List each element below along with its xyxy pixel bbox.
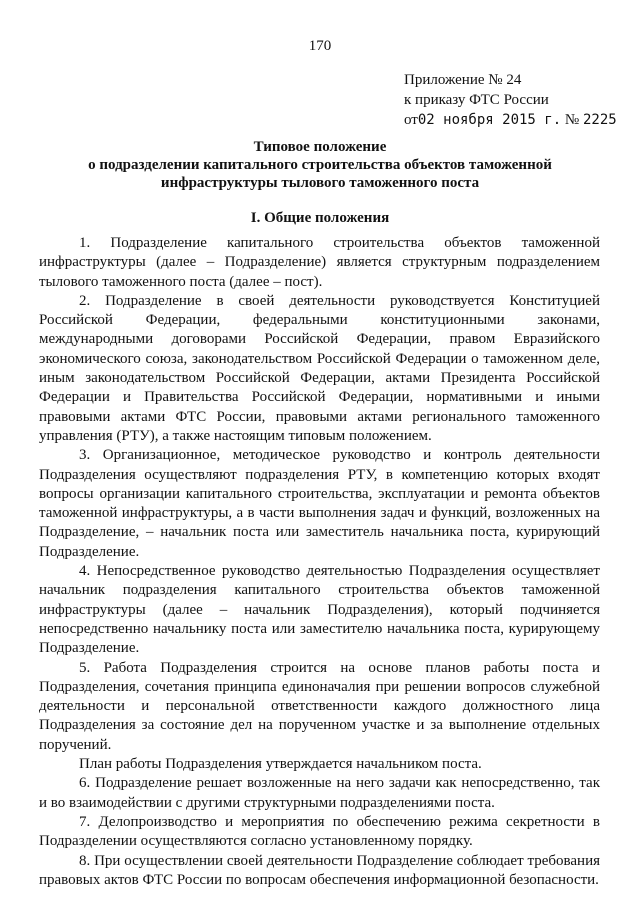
title-line-1: Типовое положение [253,139,387,155]
order-number: 2225 [582,112,617,128]
paragraph-5-plan: План работы Подразделения утверждается начальником поста. [79,756,482,773]
appendix-date-line [404,110,617,130]
document-title [40,138,600,192]
paragraph-1: 1. Подразделение капитального строительства объектов таможенной инфраструктуры (далее – Подразделение) является структурным подразделением тылового таможенного поста (далее – пост). [39,235,600,290]
document-body [39,234,600,890]
paragraph-5: 5. Работа Подразделения строится на основе планов работы поста и Подразделения, сочетания принципа единоначалия при решении вопросов служебной деятельности и персональной ответственности каждого должностного лица Подразделения за состояние дел на порученном участке и за выполнение отдельных поручений. [39,659,600,753]
date-prefix: от [404,112,418,128]
page-number: 170 [308,38,332,54]
paragraph-6: 6. Подразделение решает возложенные на него задачи как непосредственно, так и во взаимодействии с другими структурными подразделениями поста. [39,775,600,811]
order-date: 02 ноября 2015 г. [417,112,562,128]
title-line-3: инфраструктуры тылового таможенного поста [160,175,480,191]
paragraph-7: 7. Делопроизводство и мероприятия по обеспечению режима секретности в Подразделении осуществляются согласно установленному порядку. [39,813,600,850]
paragraph-3: 3. Организационное, методическое руководство и контроль деятельности Подразделения осуществляют подразделения РТУ, в компетенцию которых входят вопросы организации капитального строительства, эксплуатации и ремонта объектов таможенной инфраструктуры, а в части выполнения задач и функций, возложенных на Подразделение, – начальник поста или заместитель начальника поста, курирующий Подразделение. [39,447,600,560]
section-heading: I. Общие положения [250,210,390,226]
appendix-block [404,70,617,130]
paragraph-4: 4. Непосредственное руководство деятельностью Подразделения осуществляет начальник подразделения капитального строительства объектов таможенной инфраструктуры (далее – начальник Подразделения), который подчиняется непосредственно начальнику поста или заместителю начальника поста, курирующему Подразделение. [39,563,600,657]
number-prefix: № [564,112,580,128]
title-line-2: о подразделении капитального строительства объектов таможенной [88,157,552,173]
paragraph-2: 2. Подразделение в своей деятельности руководствуется Конституцией Российской Федерации, федеральными конституционными законами, международными договорами Российской Федерации, правом Евразийского экономического союза, законодательством Российской Федерации о таможенном деле, иным законодательством Российской Федерации, актами Президента Российской Федерации и Правительства Российской Федерации, нормативными и иными правовыми актами ФТС России, правовыми актами регионального таможенного управления (РТУ), а также настоящим типовым положением. [39,292,600,444]
appendix-title: Приложение № 24 [404,72,522,88]
paragraph-8: 8. При осуществлении своей деятельности Подразделение соблюдает требования правовых актов ФТС России по вопросам обеспечения информационной безопасности. [39,852,600,888]
appendix-order-ref: к приказу ФТС России [404,92,549,108]
